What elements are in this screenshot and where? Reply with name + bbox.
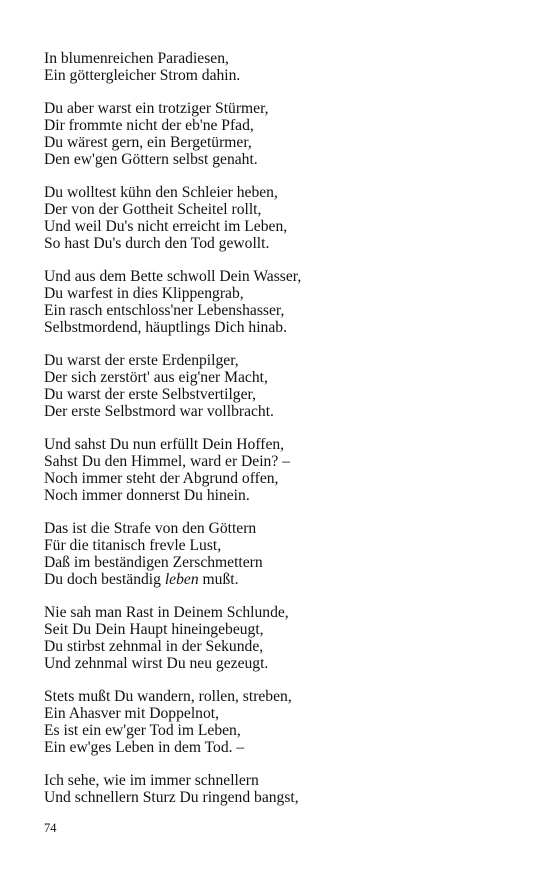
poem-line: Der sich zerstört' aus eig'ner Macht, (44, 369, 268, 387)
poem-line: Du wärest gern, ein Bergetürmer, (44, 133, 252, 151)
poem-line: Der erste Selbstmord war vollbracht. (44, 402, 274, 420)
poem-line: Seit Du Dein Haupt hineingebeugt, (44, 621, 264, 639)
stanza (44, 101, 514, 168)
poem-line: Noch immer steht der Abgrund offen, (44, 469, 279, 487)
poem-line: Es ist ein ew'ger Tod im Leben, (44, 721, 241, 739)
poem-line: Dir frommte nicht der eb'ne Pfad, (44, 117, 254, 135)
poem-line: Du wolltest kühn den Schleier heben, (44, 184, 278, 202)
poem-line: Und schnellern Sturz Du ringend bangst, (44, 789, 299, 807)
page-number: 74 (44, 821, 57, 835)
stanza (44, 605, 514, 672)
poem-line (44, 572, 514, 589)
poem-line: Selbstmordend, häuptlings Dich hinab. (44, 318, 287, 336)
emphasized-word: leben (164, 570, 199, 588)
stanza (44, 51, 514, 85)
line-segment: mußt. (198, 570, 239, 588)
poem-line: Den ew'gen Göttern selbst genaht. (44, 150, 258, 168)
stanza (44, 689, 514, 756)
stanza (44, 185, 514, 252)
poem-line: In blumenreichen Paradiesen, (44, 50, 229, 67)
poem-line: Das ist die Strafe von den Göttern (44, 520, 257, 538)
poem-line: Und zehnmal wirst Du neu gezeugt. (44, 654, 269, 672)
poem-line: Du aber warst ein trotziger Stürmer, (44, 100, 269, 118)
poem-line: Du stirbst zehnmal in der Sekunde, (44, 637, 264, 655)
poem-line: Ein ew'ges Leben in dem Tod. – (44, 738, 245, 756)
stanza (44, 269, 514, 336)
poem-line: Für die titanisch frevle Lust, (44, 537, 222, 555)
poem-line: Der von der Gottheit Scheitel rollt, (44, 201, 262, 219)
poem-line: Ein göttergleicher Strom dahin. (44, 66, 241, 84)
poem-line: Stets mußt Du wandern, rollen, streben, (44, 688, 292, 706)
poem-line: Ein rasch entschloss'ner Lebenshasser, (44, 301, 285, 319)
poem-line: Ein Ahasver mit Doppelnot, (44, 705, 219, 723)
stanza (44, 353, 514, 420)
stanza (44, 521, 514, 588)
poem-line: Du warst der erste Selbstvertilger, (44, 385, 256, 403)
poem-line: Du warfest in dies Klippengrab, (44, 285, 244, 303)
poem-line: Noch immer donnerst Du hinein. (44, 486, 250, 504)
poem-line: Ich sehe, wie im immer schnellern (44, 772, 259, 790)
stanza (44, 437, 514, 504)
poem-line: Und sahst Du nun erfüllt Dein Hoffen, (44, 436, 285, 454)
poem-line: Nie sah man Rast in Deinem Schlunde, (44, 604, 289, 622)
line-segment: Du doch beständig (44, 570, 165, 588)
poem-line: Und aus dem Bette schwoll Dein Wasser, (44, 268, 302, 286)
poem-line: Sahst Du den Himmel, ward er Dein? – (44, 453, 290, 471)
poem-text (44, 51, 514, 824)
stanza (44, 773, 514, 807)
poem-line: Du warst der erste Erdenpilger, (44, 352, 239, 370)
poem-line: Daß im beständigen Zerschmettern (44, 553, 263, 571)
poem-line: So hast Du's durch den Tod gewollt. (44, 234, 270, 252)
poem-line: Und weil Du's nicht erreicht im Leben, (44, 217, 288, 235)
